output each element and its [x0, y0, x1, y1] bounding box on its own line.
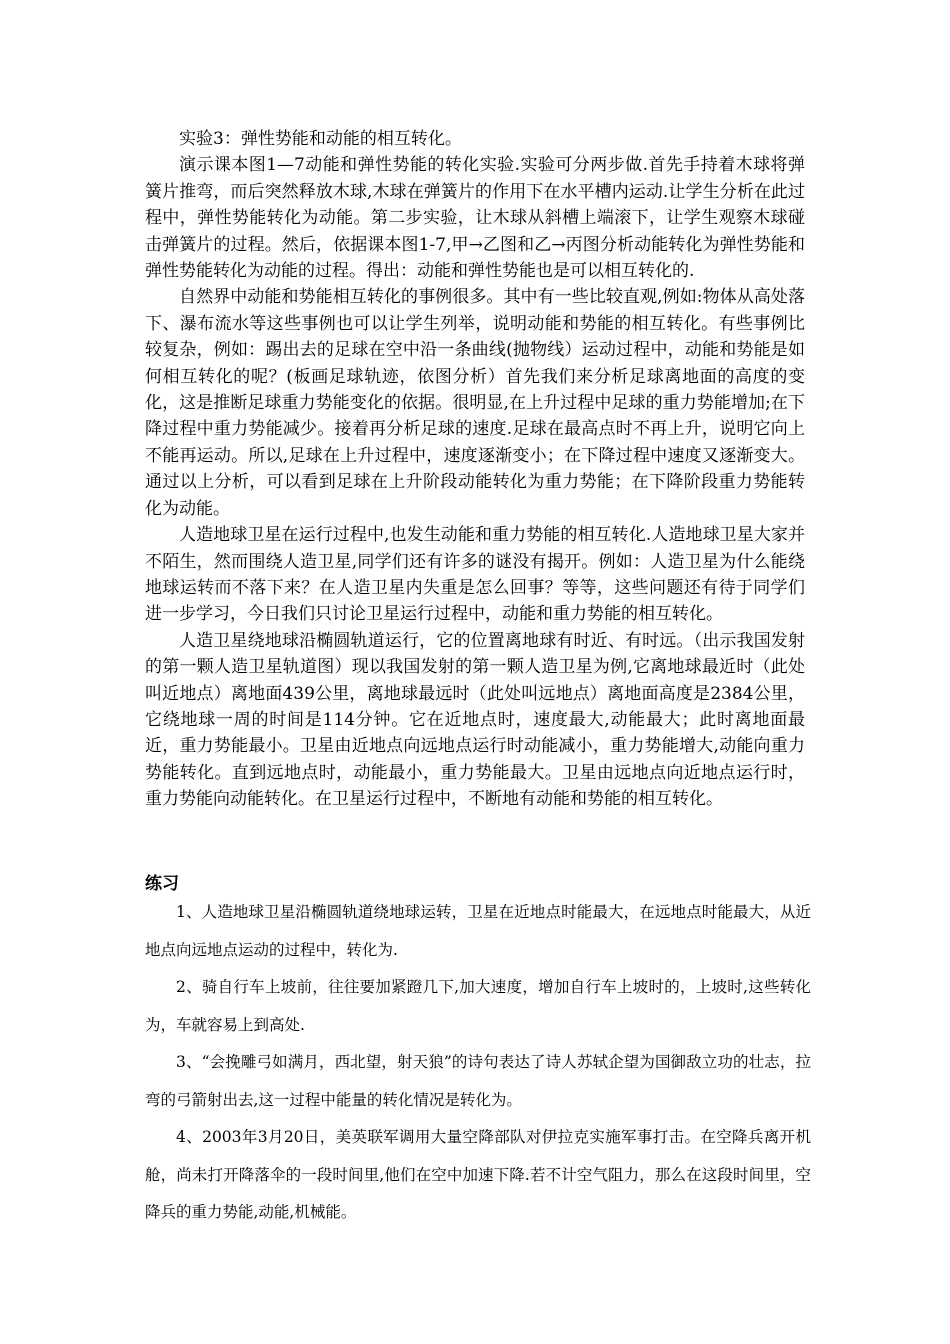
exercise-item-1: 1、人造地球卫星沿椭圆轨道绕地球运转，卫星在近地点时能最大，在远地点时能最大，从近地点向远地点运动的过程中，转化为.: [145, 903, 811, 959]
paragraph-experiment-title: 实验3：弹性势能和动能的相互转化。: [179, 129, 462, 149]
exercise-heading: 练习: [145, 874, 179, 894]
paragraph-satellite-intro: 人造地球卫星在运行过程中,也发生动能和重力势能的相互转化.人造地球卫星大家并不陌生，然而围绕人造卫星,同学们还有许多的谜没有揭开。例如：人造卫星为什么能绕地球运转而不落下来？在人造卫星内失重是怎么回事？等等，这些问题还有待于同学们进一步学习，今日我们只讨论卫星运行过程中，动能和重力势能的相互转化。: [145, 525, 805, 625]
paragraph-football-example: 自然界中动能和势能相互转化的事例很多。其中有一些比较直观,例如:物体从高处落下、瀑布流水等这些事例也可以让学生列举，说明动能和势能的相互转化。有些事例比较复杂，例如：踢出去的足球在空中沿一条曲线(抛物线）运动过程中，动能和势能是如何相互转化的呢？(板画足球轨迹，依图分析）首先我们来分析足球离地面的高度的变化，这是推断足球重力势能变化的依据。很明显,在上升过程中足球的重力势能增加;在下降过程中重力势能减少。接着再分析足球的速度.足球在最高点时不再上升，说明它向上不能再运动。所以,足球在上升过程中，速度逐渐变小；在下降过程中速度又逐渐变大。通过以上分析，可以看到足球在上升阶段动能转化为重力势能；在下降阶段重力势能转化为动能。: [145, 287, 805, 519]
paragraph-spring-demo: 演示课本图1—7动能和弹性势能的转化实验.实验可分两步做.首先手持着木球将弹簧片推弯，而后突然释放木球,木球在弹簧片的作用下在水平槽内运动.让学生分析在此过程中，弹性势能转化为动能。第二步实验，让木球从斜槽上端滚下，让学生观察木球碰击弹簧片的过程。然后，依据课本图1-7,甲→乙图和乙→丙图分析动能转化为弹性势能和弹性势能转化为动能的过程。得出：动能和弹性势能也是可以相互转化的.: [145, 155, 805, 282]
exercise-item-4: 4、2003年3月20日，美英联军调用大量空降部队对伊拉克实施军事打击。在空降兵离开机舱，尚未打开降落伞的一段时间里,他们在空中加速下降.若不计空气阻力，那么在这段时间里，空降兵的重力势能,动能,机械能。: [145, 1128, 811, 1221]
exercise-list: [145, 894, 811, 1232]
exercise-item-3: 3、“会挽雕弓如满月，西北望，射天狼”的诗句表达了诗人苏轼企望为国御敌立功的壮志，拉弯的弓箭射出去,这一过程中能量的转化情况是转化为。: [145, 1053, 811, 1109]
paragraph-satellite-orbit: 人造卫星绕地球沿椭圆轨道运行，它的位置离地球有时近、有时远。（出示我国发射的第一颗人造卫星轨道图）现以我国发射的第一颗人造卫星为例,它离地球最近时（此处叫近地点）离地面439公里，离地球最远时（此处叫远地点）离地面高度是2384公里，它绕地球一周的时间是114分钟。它在近地点时，速度最大,动能最大；此时离地面最近，重力势能最小。卫星由近地点向远地点运行时动能减小，重力势能增大,动能向重力势能转化。直到远地点时，动能最小，重力势能最大。卫星由远地点向近地点运行时，重力势能向动能转化。在卫星运行过程中，不断地有动能和势能的相互转化。: [145, 630, 805, 810]
lesson-body: [145, 126, 805, 813]
exercise-item-2: 2、骑自行车上坡前，往往要加紧蹬几下,加大速度，增加自行车上坡时的，上坡时,这些转化为，车就容易上到高处.: [145, 978, 811, 1034]
